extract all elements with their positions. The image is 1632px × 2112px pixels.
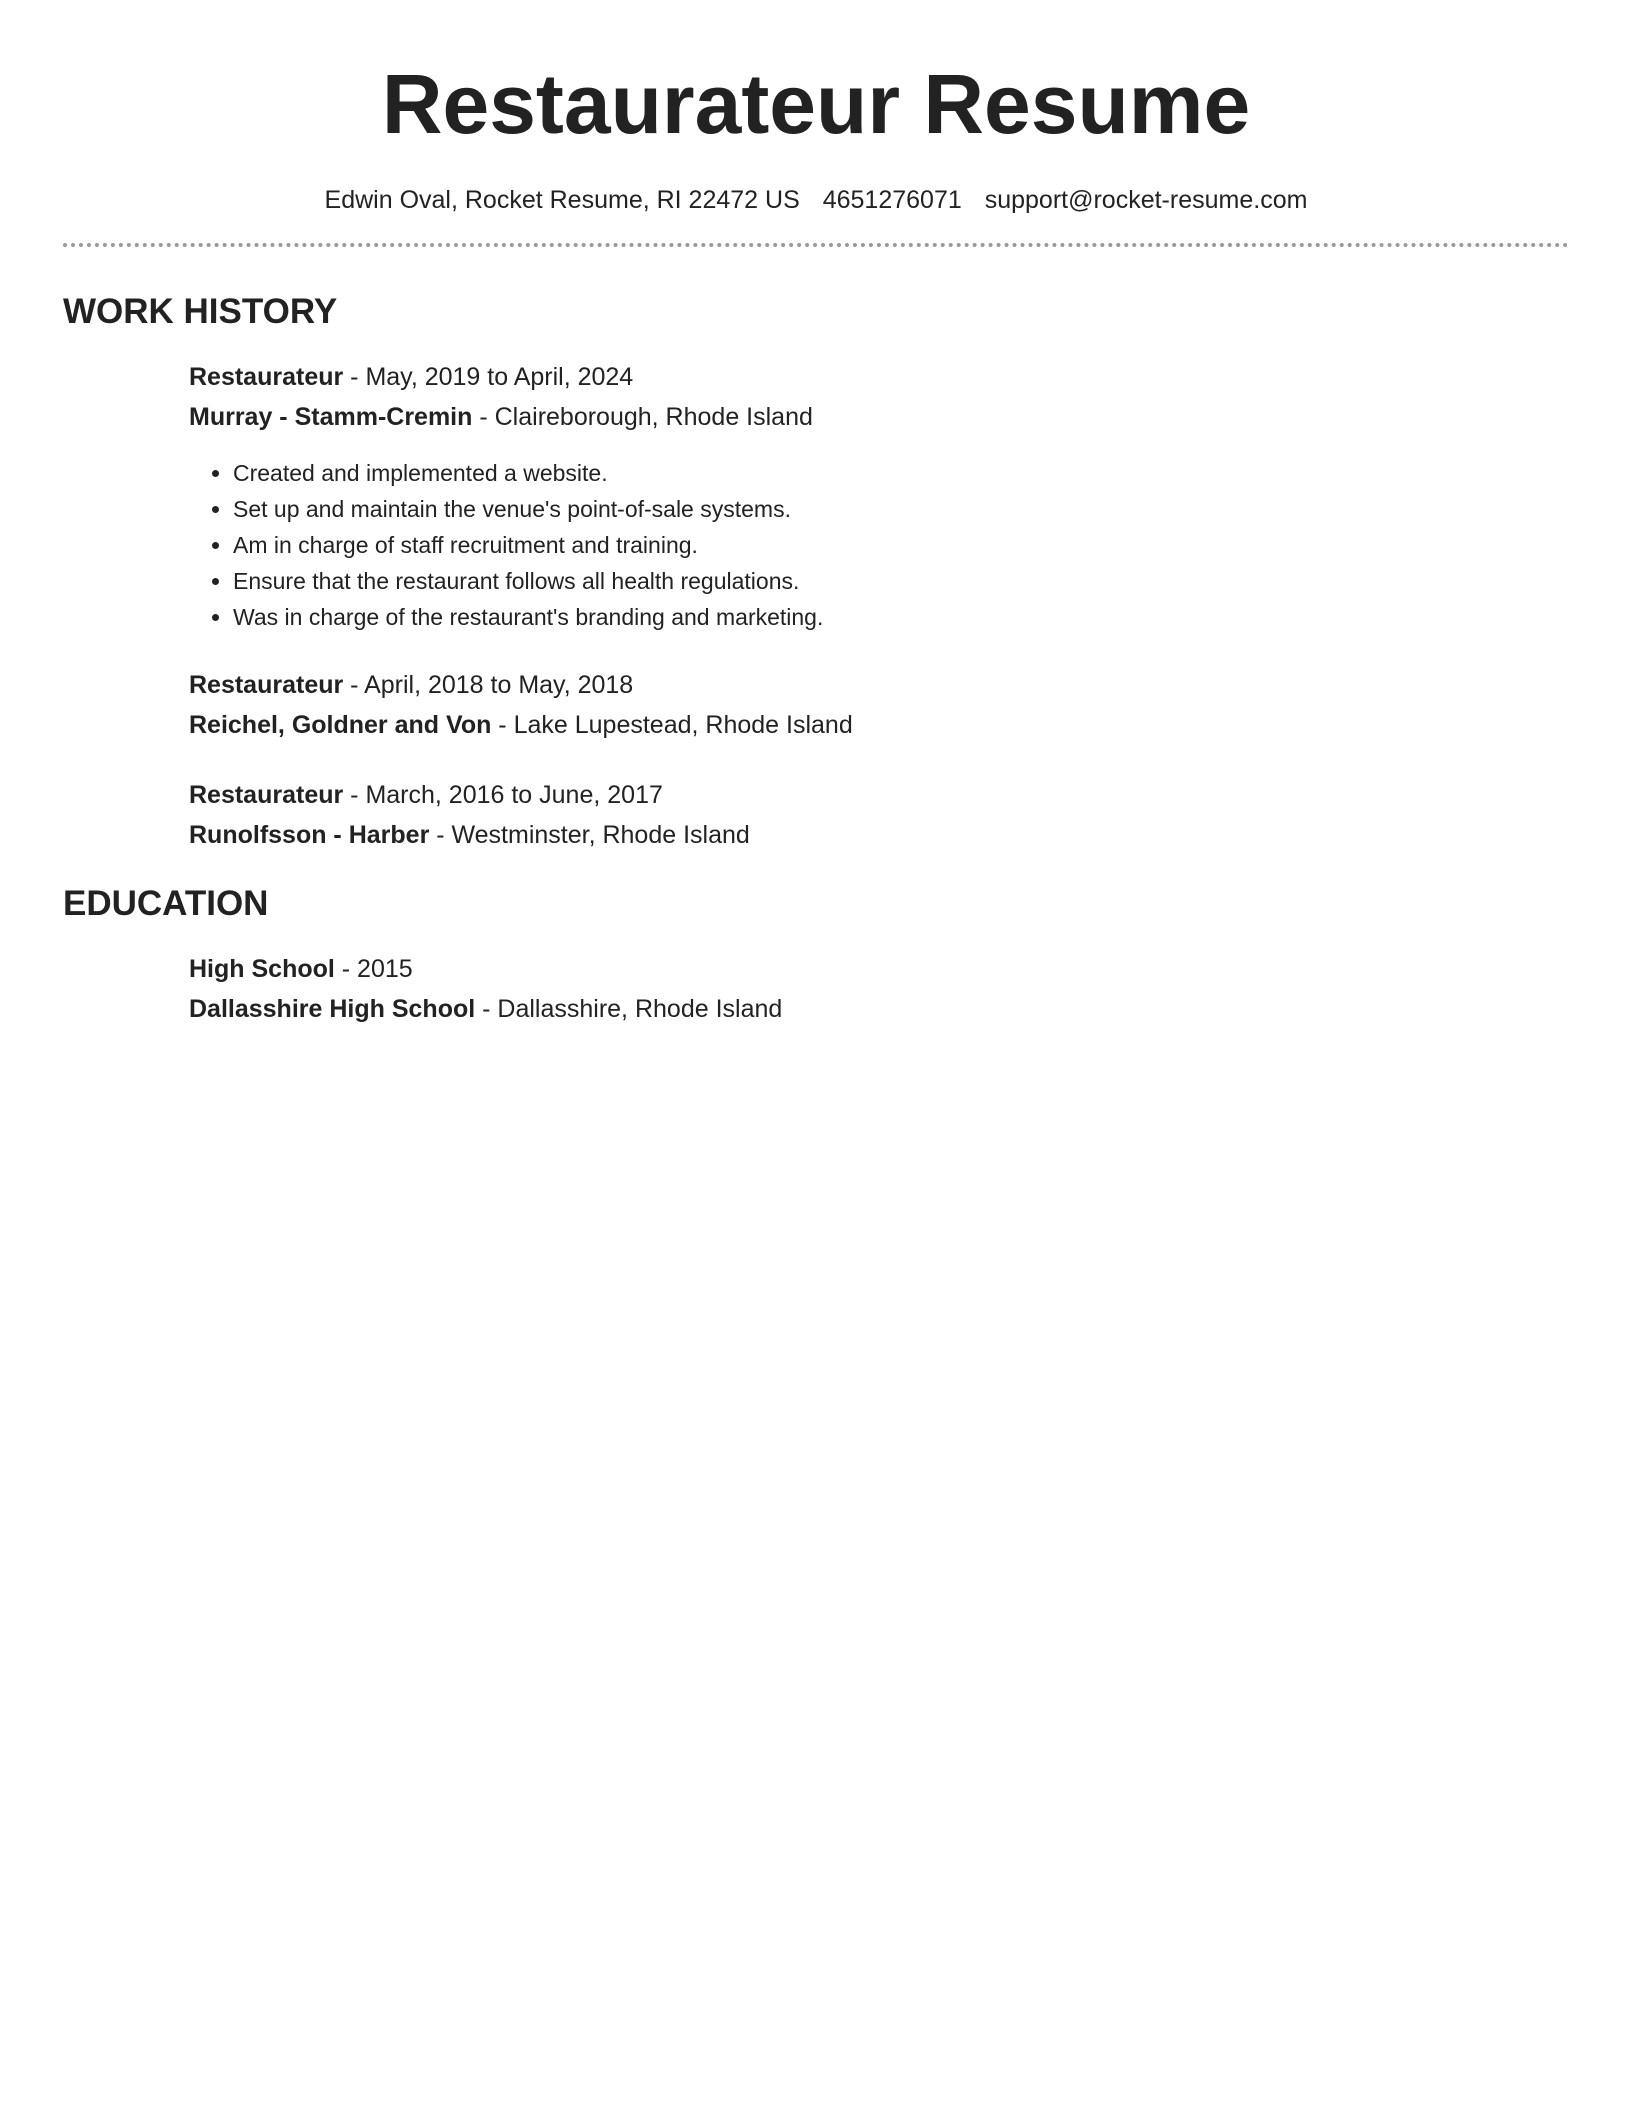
- job-title-line: [189, 665, 1569, 705]
- job-entry: [189, 665, 1569, 745]
- job-entry: [189, 775, 1569, 855]
- job-title-line: [189, 775, 1569, 815]
- list-item: • Set up and maintain the venue's point-of-sale systems.: [233, 491, 1569, 527]
- contact-line: [63, 186, 1569, 215]
- job-title: Restaurateur: [189, 363, 344, 391]
- header-divider: [63, 243, 1569, 247]
- job-company-line: [189, 705, 1569, 745]
- contact-address: Edwin Oval, Rocket Resume, RI 22472 US: [324, 186, 800, 214]
- job-company-line: [189, 815, 1569, 855]
- job-dates: - March, 2016 to June, 2017: [343, 781, 663, 809]
- job-location: - Claireborough, Rhode Island: [472, 403, 813, 431]
- list-item: • Am in charge of staff recruitment and training.: [233, 527, 1569, 563]
- job-location: - Westminster, Rhode Island: [429, 821, 750, 849]
- job-bullets: [189, 455, 1569, 635]
- job-title: Restaurateur: [189, 781, 344, 809]
- list-item: • Ensure that the restaurant follows all health regulations.: [233, 563, 1569, 599]
- page-title: Restaurateur Resume: [381, 57, 1251, 151]
- list-item: • Was in charge of the restaurant's branding and marketing.: [233, 599, 1569, 635]
- job-title-line: [189, 357, 1569, 397]
- work-history-list: [63, 357, 1569, 855]
- contact-phone: 4651276071: [822, 186, 962, 214]
- work-history-heading: WORK HISTORY: [63, 292, 338, 331]
- education-year: - 2015: [334, 955, 413, 983]
- job-dates: - May, 2019 to April, 2024: [343, 363, 634, 391]
- education-school-line: [189, 989, 1569, 1029]
- education-entry: [189, 949, 1569, 1029]
- list-item: • Created and implemented a website.: [233, 455, 1569, 491]
- education-degree-line: [189, 949, 1569, 989]
- job-entry: [189, 357, 1569, 635]
- job-company-line: [189, 397, 1569, 437]
- education-location: - Dallasshire, Rhode Island: [475, 995, 783, 1023]
- education-heading: EDUCATION: [63, 884, 269, 923]
- job-dates: - April, 2018 to May, 2018: [343, 671, 634, 699]
- education-school: Dallasshire High School: [189, 995, 476, 1023]
- education-list: [63, 949, 1569, 1029]
- job-location: - Lake Lupestead, Rhode Island: [491, 711, 853, 739]
- job-title: Restaurateur: [189, 671, 344, 699]
- job-company: Reichel, Goldner and Von: [189, 711, 492, 739]
- job-company: Murray - Stamm-Cremin: [189, 403, 473, 431]
- contact-email: support@rocket-resume.com: [984, 186, 1308, 214]
- job-company: Runolfsson - Harber: [189, 821, 430, 849]
- education-degree: High School: [189, 955, 335, 983]
